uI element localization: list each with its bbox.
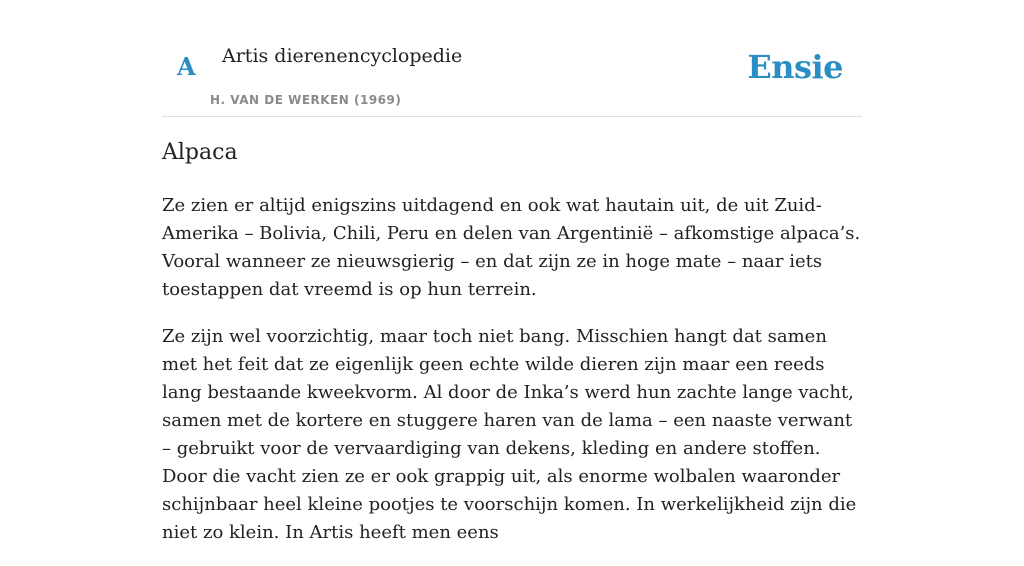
entry-title: Alpaca	[162, 140, 238, 165]
ensie-logo[interactable]: Ensie	[747, 48, 843, 86]
book-title-link[interactable]: Artis dierenencyclopedie	[222, 45, 463, 67]
book-header	[162, 0, 862, 117]
article-paragraph: Ze zien er altijd enigszins uitdagend en ook wat hautain uit, de uit Zuid-Amerika – Bolivia, Chili, Peru en delen van Argentinië – afkomstige alpaca’s. Vooral wanneer ze nieuwsgierig – en dat zijn ze in hoge mate – naar iets toestappen dat vreemd is op hun terrein.	[162, 195, 861, 300]
article-paragraph: Ze zijn wel voorzichtig, maar toch niet bang. Misschien hangt dat samen met het feit dat ze eigenlijk geen echte wilde dieren zijn maar een reeds lang bestaande kweekvorm. Al door de Inka’s werd hun zachte lange vacht, samen met de kortere en stuggere haren van de lama – een naaste verwant – gebruikt voor de vervaardiging van dekens, kleding en andere stoffen. Door die vacht zien ze er ook grappig uit, als enorme wolbalen waaronder schijnbaar heel kleine pootjes te voorschijn komen. In werkelijkheid zijn die niet zo klein. In Artis heeft men eens	[162, 326, 857, 543]
entry-article	[162, 192, 862, 566]
book-author: H. VAN DE WERKEN (1969)	[210, 93, 402, 107]
letter-index-link[interactable]: A	[177, 52, 196, 81]
